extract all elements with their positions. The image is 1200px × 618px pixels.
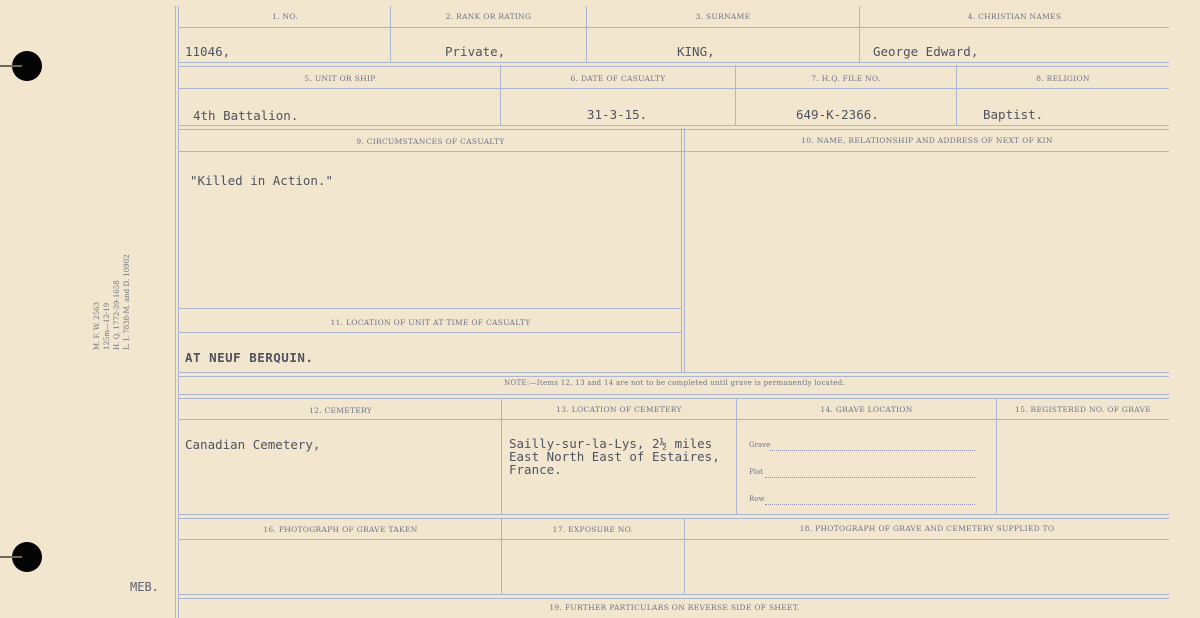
punch-hole-line-bottom (0, 556, 22, 558)
field-grave-location-label: 14. GRAVE LOCATION (820, 405, 913, 414)
grave-field-label: Grave (749, 441, 771, 449)
field-cemetery-label: 12. CEMETERY (308, 406, 373, 415)
field-circumstances-value: "Killed in Action." (190, 173, 333, 188)
row2-header-rule (178, 88, 1169, 89)
row5-bottom-rule (178, 594, 1169, 599)
row3-location-header-rule (178, 332, 681, 333)
field-rank-label: 2. RANK OR RATING (445, 12, 532, 21)
clerk-initials: MEB. (130, 580, 159, 594)
field-cemetery-value: Canadian Cemetery, (185, 437, 321, 452)
row3-header-rule (178, 151, 1169, 152)
row3-divider (681, 128, 682, 372)
plot-field-line (765, 477, 975, 478)
row1-bottom-rule (178, 62, 1169, 67)
row4-bottom-rule (178, 514, 1169, 519)
field-unit-label: 5. UNIT OR SHIP (304, 74, 376, 83)
punch-hole-line-top (0, 65, 22, 67)
field-date-label: 6. DATE OF CASUALTY (570, 74, 666, 83)
field-circumstances-label: 9. CIRCUMSTANCES OF CASUALTY (356, 137, 505, 146)
field-registered-no-label: 15. REGISTERED NO. OF GRAVE (1015, 405, 1151, 414)
row3-mid-rule (178, 308, 681, 309)
margin-print-line: L. I. 7838-M. and D. 10902 (123, 254, 131, 350)
row4-divider (501, 398, 502, 515)
field-location-cemetery-label: 13. LOCATION OF CEMETERY (556, 405, 682, 414)
field-file-no-label: 7. H.Q. FILE NO. (811, 74, 881, 83)
field-surname-value: KING, (677, 44, 715, 59)
field-next-of-kin-label: 10. NAME, RELATIONSHIP AND ADDRESS OF NEXT OF KIN (801, 136, 1053, 145)
field-file-no-value: 649-K-2366. (796, 107, 879, 122)
field-exposure-label: 17. EXPOSURE NO. (552, 525, 634, 534)
field-location-cemetery-value: Sailly-sur-la-Lys, 2½ miles East North East of Estaires, France. (509, 436, 720, 477)
grave-field-line (770, 450, 975, 451)
field-date-value: 31-3-15. (587, 107, 648, 122)
field-surname-label: 3. SURNAME (695, 12, 751, 21)
margin-print-line: M. F. W. 2563 (93, 301, 101, 350)
field-location-unit-value: AT NEUF BERQUIN. (185, 350, 314, 365)
note-bottom-rule (178, 394, 1169, 399)
field-no-label: 1. NO. (272, 12, 298, 21)
field-photo-supplied-label: 18. PHOTOGRAPH OF GRAVE AND CEMETERY SUPPLIED TO (799, 524, 1055, 533)
field-rank-value: Private, (445, 44, 506, 59)
row-field-line (765, 504, 975, 505)
footer-note: 19. FURTHER PARTICULARS ON REVERSE SIDE OF SHEET. (549, 603, 800, 612)
row5-header-rule (178, 539, 1169, 540)
row1-header-rule (178, 27, 1169, 28)
row4-divider (736, 398, 737, 515)
field-unit-value: 4th Battalion. (193, 108, 299, 123)
note-text: NOTE:—Items 12, 13 and 14 are not to be completed until grave is permanently located. (503, 379, 846, 387)
field-christian-names-value: George Edward, (873, 44, 979, 59)
field-photo-taken-label: 16. PHOTOGRAPH OF GRAVE TAKEN (263, 525, 418, 534)
casualty-card (175, 6, 1169, 618)
row4-header-rule (178, 419, 1169, 420)
row3-bottom-rule (178, 372, 1169, 377)
card-left-border-inner (178, 6, 179, 618)
field-religion-value: Baptist. (983, 107, 1044, 122)
margin-print-code (92, 254, 132, 350)
row2-bottom-rule (178, 125, 1169, 130)
margin-print-line: 125m—12-19 (103, 302, 111, 350)
row-field-label: Row (749, 495, 765, 503)
card-left-border (175, 6, 176, 618)
field-location-unit-label: 11. LOCATION OF UNIT AT TIME OF CASUALTY (330, 318, 531, 327)
row4-divider (996, 398, 997, 515)
margin-print-line: H. Q. 1772-39-1658 (113, 280, 121, 350)
field-christian-names-label: 4. CHRISTIAN NAMES (967, 12, 1062, 21)
field-no-value: 11046, (185, 44, 231, 59)
field-religion-label: 8. RELIGION (1036, 74, 1090, 83)
row3-divider-inner (684, 128, 685, 372)
plot-field-label: Plot (749, 468, 763, 476)
